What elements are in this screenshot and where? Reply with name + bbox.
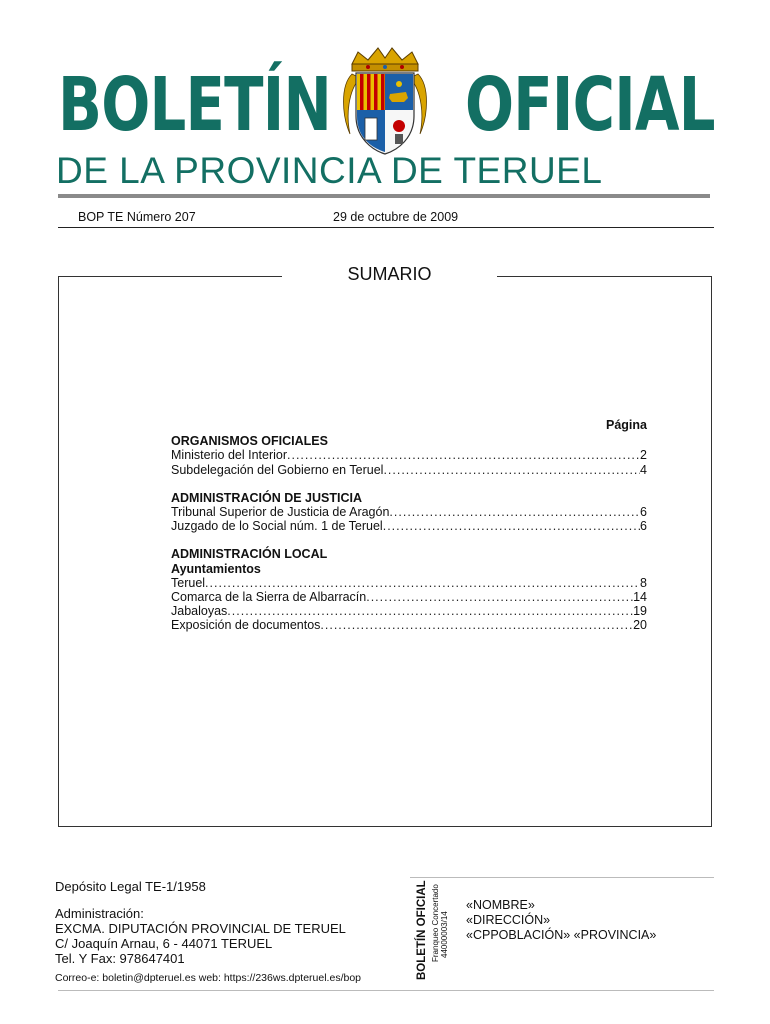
sumario-title: SUMARIO (282, 264, 497, 285)
toc-entry-page: 14 (633, 590, 647, 605)
toc-entry[interactable] (171, 618, 647, 632)
masthead-title-left: BOLETÍN (58, 62, 331, 148)
masthead-subtitle: DE LA PROVINCIA DE TERUEL (56, 150, 603, 191)
admin-address: C/ Joaquín Arnau, 6 - 44071 TERUEL (55, 936, 273, 951)
contact-line: Correo-e: boletin@dpteruel.es web: https://236ws.dpteruel.es/bop (55, 972, 362, 984)
toc-section-heading: ADMINISTRACIÓN LOCAL (171, 547, 328, 562)
meta-divider (58, 227, 714, 228)
toc-section-organismos (171, 434, 647, 477)
toc-entry[interactable] (171, 448, 647, 462)
masthead-divider (58, 194, 710, 198)
toc-entry-label: Exposición de documentos (171, 618, 321, 633)
admin-phone: Tel. Y Fax: 978647401 (55, 951, 185, 966)
toc-entry-page: 6 (640, 519, 647, 534)
postage-stamp-line1: Franqueo Concertado (431, 884, 440, 962)
toc-entry-label: Comarca de la Sierra de Albarracín (171, 590, 367, 605)
masthead-title-right: OFICIAL (465, 62, 715, 148)
province-coat-of-arms-icon (340, 46, 430, 158)
address-city: «CPPOBLACIÓN» «PROVINCIA» (466, 928, 657, 942)
issue-date: 29 de octubre de 2009 (333, 210, 459, 224)
toc-entry-label: Teruel (171, 575, 206, 590)
admin-name: EXCMA. DIPUTACIÓN PROVINCIAL DE TERUEL (55, 921, 346, 936)
toc-section-local (171, 547, 647, 632)
toc-entry-label: Juzgado de lo Social núm. 1 de Teruel (171, 519, 383, 534)
admin-label: Administración: (55, 906, 144, 921)
address-name: «NOMBRE» (466, 898, 535, 912)
toc-entry[interactable] (171, 463, 647, 477)
toc-entry-label: Tribunal Superior de Justicia de Aragón (171, 505, 390, 520)
deposito-legal: Depósito Legal TE-1/1958 (55, 879, 206, 894)
toc-entry-page: 19 (633, 604, 647, 619)
recipient-address (466, 898, 656, 943)
toc-entry-page: 2 (640, 448, 647, 463)
toc-leader-dots (320, 618, 633, 632)
toc-leader-dots (205, 576, 640, 590)
toc-entry[interactable] (171, 576, 647, 590)
footer-divider-top (410, 877, 714, 878)
toc-entry[interactable] (171, 604, 647, 618)
toc-entry-page: 20 (633, 618, 647, 633)
toc-leader-dots (389, 505, 640, 519)
table-of-contents (171, 418, 647, 647)
toc-entry[interactable] (171, 590, 647, 604)
toc-entry-label: Subdelegación del Gobierno en Teruel (171, 462, 384, 477)
toc-entry-page: 8 (640, 575, 647, 590)
toc-leader-dots (383, 519, 640, 533)
toc-section-justicia (171, 491, 647, 534)
toc-leader-dots (227, 604, 633, 618)
administration-block (55, 906, 346, 966)
toc-entry-label: Ministerio del Interior (171, 448, 288, 463)
toc-entry[interactable] (171, 519, 647, 533)
toc-leader-dots (287, 448, 640, 462)
toc-leader-dots (383, 463, 640, 477)
issue-number: BOP TE Número 207 (78, 210, 196, 224)
toc-section-heading: ADMINISTRACIÓN DE JUSTICIA (171, 490, 362, 505)
postage-stamp-title: BOLETÍN OFICIAL (416, 880, 428, 980)
address-street: «DIRECCIÓN» (466, 913, 551, 927)
footer-divider-bottom (58, 990, 714, 991)
toc-entry[interactable] (171, 505, 647, 519)
toc-entry-page: 4 (640, 462, 647, 477)
toc-section-heading: ORGANISMOS OFICIALES (171, 434, 328, 449)
toc-entry-page: 6 (640, 505, 647, 520)
toc-leader-dots (366, 590, 633, 604)
toc-page-column-header: Página (606, 418, 647, 432)
toc-entry-label: Jabaloyas (171, 604, 228, 619)
postage-stamp-line2: 44000003/14 (440, 911, 449, 958)
toc-section-subheading: Ayuntamientos (171, 561, 261, 576)
